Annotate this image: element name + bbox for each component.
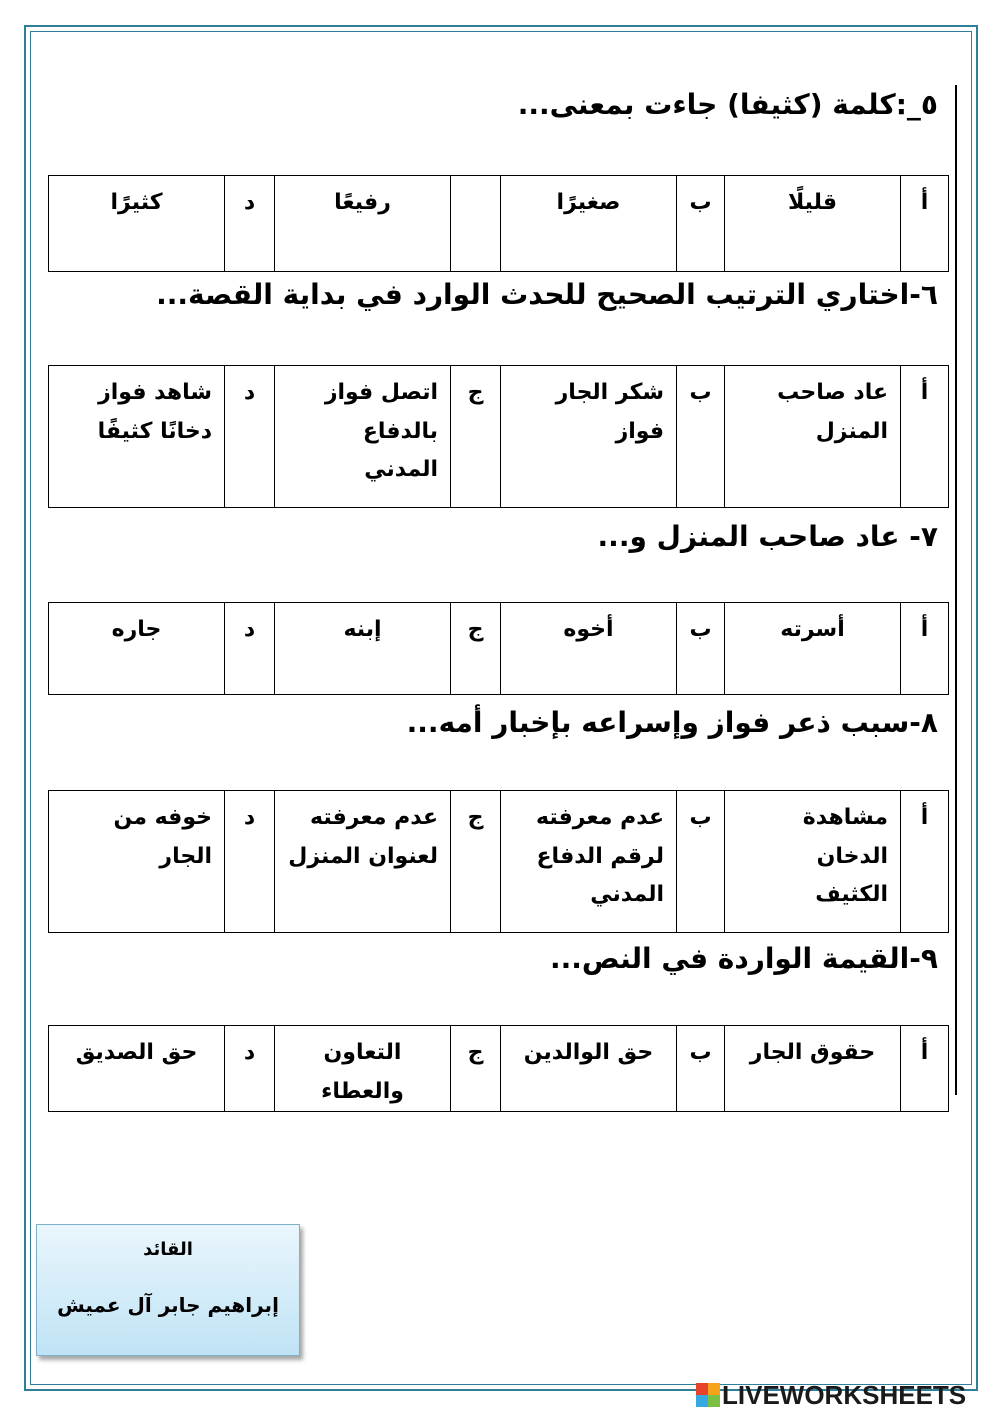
option-letter: ب [677,176,725,272]
option-letter: ج [451,791,501,933]
icon-square [696,1383,708,1395]
question-8-title: ٨-سبب ذعر فواز وإسراعه بإخبار أمه... [406,706,938,739]
option-text[interactable]: حق الصديق [49,1026,225,1112]
icon-square [708,1383,720,1395]
option-text[interactable]: كثيرًا [49,176,225,272]
option-letter: ب [677,1026,725,1112]
question-9-title: ٩-القيمة الواردة في النص... [550,942,938,975]
option-text[interactable]: اتصل فواز بالدفاع المدني [275,366,451,508]
question-9-options [48,1025,949,1112]
option-text[interactable]: التعاون والعطاء [275,1026,451,1112]
option-letter: ب [677,603,725,695]
option-letter: د [225,1026,275,1112]
option-letter: أ [901,1026,949,1112]
question-7-options [48,602,949,695]
signature-title: القائد [143,1239,193,1260]
option-letter [451,176,501,272]
option-letter: ب [677,366,725,508]
option-letter: ج [451,603,501,695]
option-letter: ج [451,1026,501,1112]
option-letter: أ [901,603,949,695]
option-letter: ب [677,791,725,933]
option-letter: د [225,366,275,508]
liveworksheets-icon [696,1383,720,1407]
question-6-title: ٦-اختاري الترتيب الصحيح للحدث الوارد في بداية القصة... [156,278,938,311]
option-text[interactable]: أسرته [725,603,901,695]
option-letter: ج [451,366,501,508]
option-text[interactable]: قليلًا [725,176,901,272]
option-letter: أ [901,791,949,933]
question-8-options [48,790,949,933]
option-letter: د [225,176,275,272]
signature-box [36,1224,300,1356]
option-text[interactable]: رفيعًا [275,176,451,272]
option-text[interactable]: عدم معرفته لعنوان المنزل [275,791,451,933]
question-5-options [48,175,949,272]
vertical-rule [955,85,957,1095]
icon-square [708,1395,720,1407]
question-6-options [48,365,949,508]
option-text[interactable]: شكر الجار فواز [501,366,677,508]
option-text[interactable]: إبنه [275,603,451,695]
question-7-title: ٧- عاد صاحب المنزل و... [597,520,938,553]
option-letter: د [225,791,275,933]
option-letter: د [225,603,275,695]
icon-square [696,1395,708,1407]
option-letter: أ [901,176,949,272]
option-text[interactable]: حق الوالدين [501,1026,677,1112]
option-text[interactable]: حقوق الجار [725,1026,901,1112]
option-text[interactable]: أخوه [501,603,677,695]
liveworksheets-wordmark: LIVEWORKSHEETS [722,1380,967,1410]
signature-name: إبراهيم جابر آل عميش [57,1293,279,1317]
option-text[interactable]: خوفه من الجار [49,791,225,933]
option-letter: أ [901,366,949,508]
option-text[interactable]: جاره [49,603,225,695]
question-5-title: ٥_:كلمة (كثيفا) جاءت بمعنى... [517,88,938,121]
option-text[interactable]: صغيرًا [501,176,677,272]
option-text[interactable]: عاد صاحب المنزل [725,366,901,508]
option-text[interactable]: عدم معرفته لرقم الدفاع المدني [501,791,677,933]
option-text[interactable]: شاهد فواز دخانًا كثيفًا [49,366,225,508]
liveworksheets-logo [696,1379,996,1411]
option-text[interactable]: مشاهدة الدخان الكثيف [725,791,901,933]
